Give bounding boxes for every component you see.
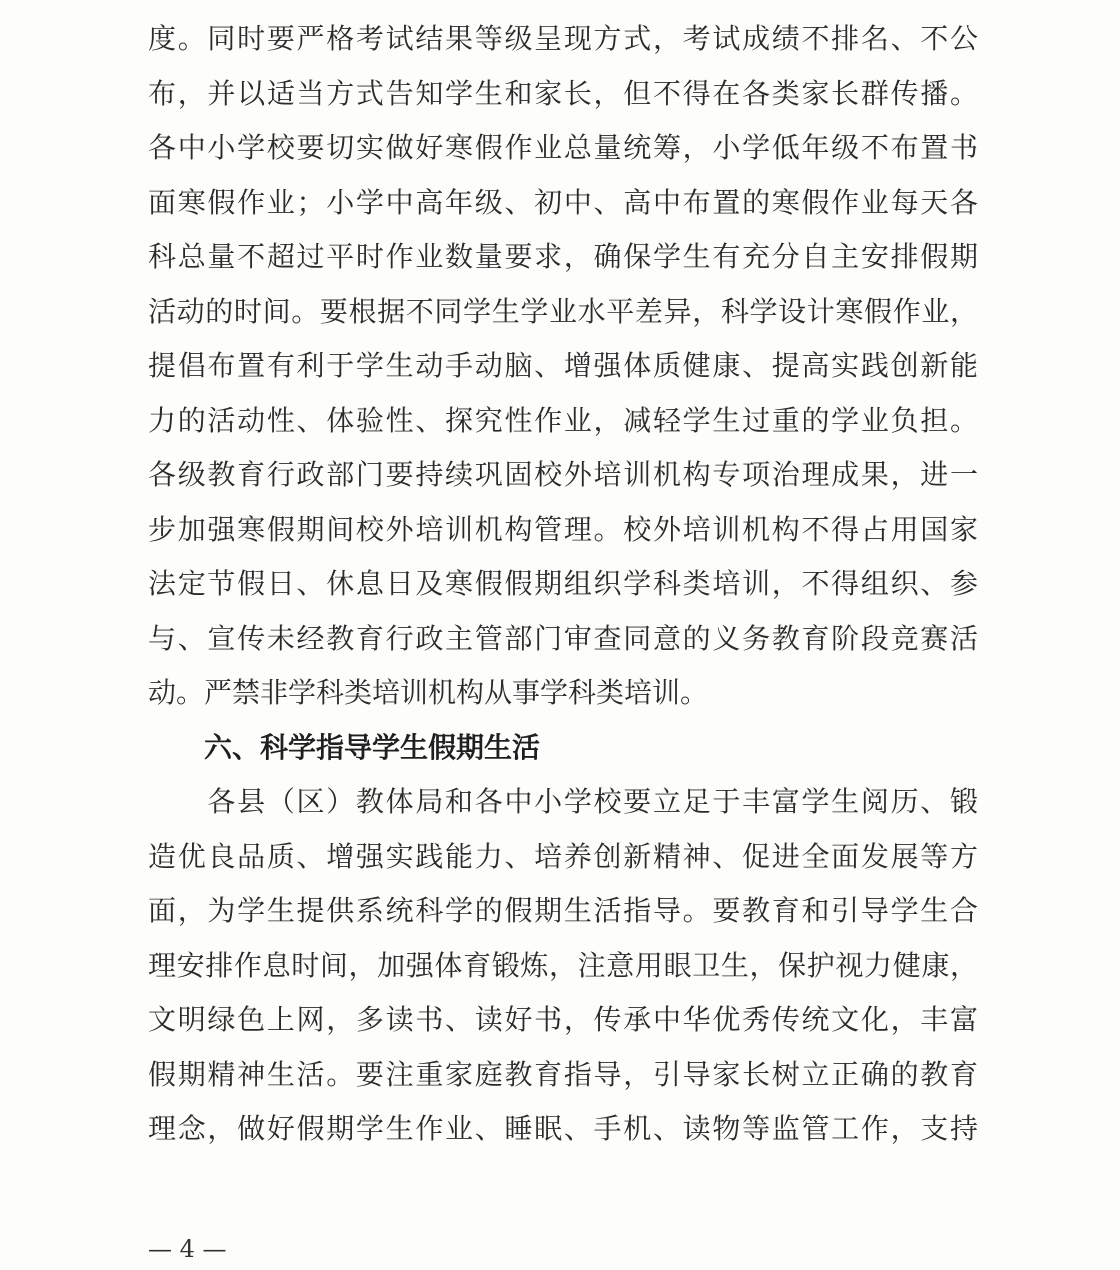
text-line: 各县（区）教体局和各中小学校要立足于丰富学生阅历、锻 [148, 785, 978, 818]
text-line: 各级教育行政部门要持续巩固校外培训机构专项治理成果，进一 [148, 458, 978, 491]
text-line: 文明绿色上网，多读书、读好书，传承中华优秀传统文化，丰富 [148, 1003, 978, 1036]
text-line: 步加强寒假期间校外培训机构管理。校外培训机构不得占用国家 [148, 512, 978, 546]
text-line: 理安排作息时间，加强体育锻炼，注意用眼卫生，保护视力健康， [148, 948, 978, 982]
text-line: 布，并以适当方式告知学生和家长，但不得在各类家长群传播。 [148, 76, 978, 110]
text-line: 度。同时要严格考试结果等级呈现方式，考试成绩不排名、不公 [148, 22, 978, 55]
text-line: 假期精神生活。要注重家庭教育指导，引导家长树立正确的教育 [148, 1057, 978, 1091]
text-line: 力的活动性、体验性、探究性作业，减轻学生过重的学业负担。 [148, 403, 978, 437]
text-line: 活动的时间。要根据不同学生学业水平差异，科学设计寒假作业， [148, 294, 978, 328]
text-line: 动。严禁非学科类培训机构从事学科类培训。 [148, 676, 709, 709]
page-number: — 4 — [148, 1235, 227, 1263]
text-line: 面寒假作业；小学中高年级、初中、高中布置的寒假作业每天各 [148, 185, 978, 219]
text-line: 理念，做好假期学生作业、睡眠、手机、读物等监管工作，支持 [148, 1112, 978, 1145]
text-line: 提倡布置有利于学生动手动脑、增强体质健康、提高实践创新能 [148, 349, 978, 382]
text-line: 面，为学生提供系统科学的假期生活指导。要教育和引导学生合 [148, 894, 978, 927]
text-line: 科总量不超过平时作业数量要求，确保学生有充分自主安排假期 [148, 240, 978, 273]
text-line: 造优良品质、增强实践能力、培养创新精神、促进全面发展等方 [148, 839, 978, 873]
section-heading: 六、科学指导学生假期生活 [204, 730, 541, 764]
text-line: 各中小学校要切实做好寒假作业总量统筹，小学低年级不布置书 [148, 131, 978, 164]
text-line: 法定节假日、休息日及寒假假期组织学科类培训，不得组织、参 [148, 567, 978, 600]
text-line: 与、宣传未经教育行政主管部门审查同意的义务教育阶段竞赛活 [148, 621, 978, 655]
document-body [148, 12, 978, 1157]
